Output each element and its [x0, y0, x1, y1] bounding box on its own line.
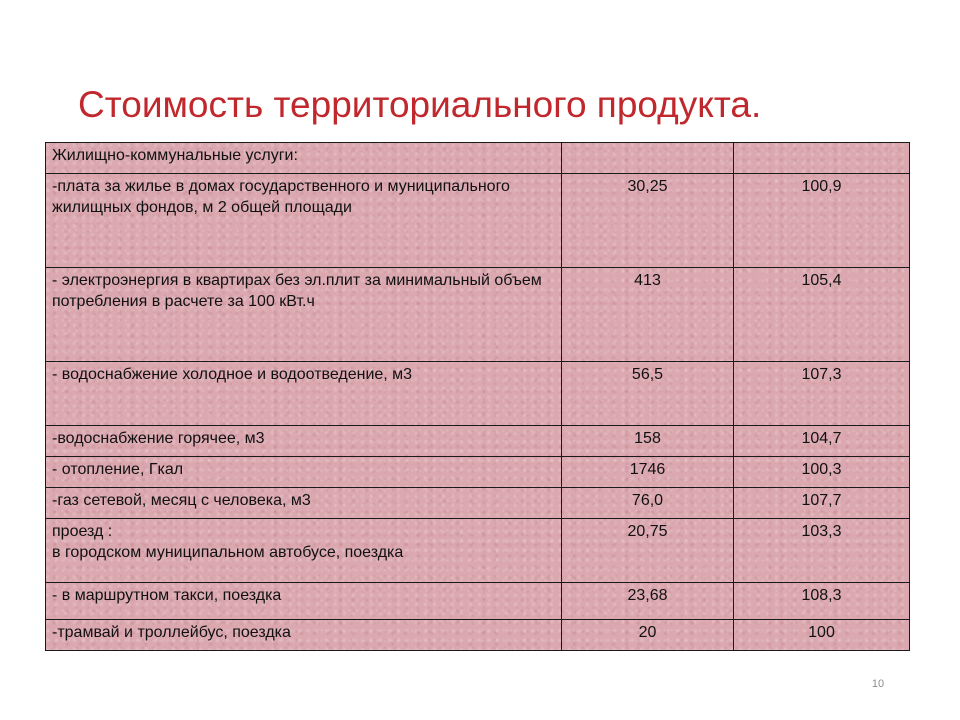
row-index: 105,4 — [734, 268, 910, 362]
row-value: 30,25 — [562, 174, 734, 268]
row-label-line: проезд : — [52, 523, 113, 540]
row-value: 76,0 — [562, 488, 734, 519]
row-index: 100,3 — [734, 457, 910, 488]
row-value: 158 — [562, 426, 734, 457]
row-index: 107,3 — [734, 362, 910, 426]
row-label: -водоснабжение горячее, м3 — [46, 426, 562, 457]
row-label: -газ сетевой, месяц с человека, м3 — [46, 488, 562, 519]
table-row — [46, 143, 910, 174]
row-value: 23,68 — [562, 583, 734, 620]
row-value: 56,5 — [562, 362, 734, 426]
row-label-line: в городском муниципальном автобусе, поездка — [52, 544, 404, 561]
table-row — [46, 457, 910, 488]
row-label: - электроэнергия в квартирах без эл.плит за минимальный объем потребления в расчете за 100 кВт.ч — [46, 268, 562, 362]
page-number: 10 — [871, 678, 885, 690]
table-row — [46, 519, 910, 583]
row-label: Жилищно-коммунальные услуги: — [46, 143, 562, 174]
row-index: 107,7 — [734, 488, 910, 519]
row-value: 20,75 — [562, 519, 734, 583]
row-index: 100,9 — [734, 174, 910, 268]
table-row — [46, 174, 910, 268]
row-index — [734, 143, 910, 174]
row-value: 1746 — [562, 457, 734, 488]
row-label: - в маршрутном такси, поездка — [46, 583, 562, 620]
row-index: 100 — [734, 620, 910, 651]
row-label: - отопление, Гкал — [46, 457, 562, 488]
row-label: -плата за жилье в домах государственного и муниципального жилищных фондов, м 2 общей площади — [46, 174, 562, 268]
row-label: - водоснабжение холодное и водоотведение, м3 — [46, 362, 562, 426]
table-row — [46, 426, 910, 457]
row-label — [46, 519, 562, 583]
row-index: 103,3 — [734, 519, 910, 583]
table-row — [46, 488, 910, 519]
table-row — [46, 268, 910, 362]
table-row — [46, 583, 910, 620]
price-table — [45, 142, 910, 651]
row-index: 108,3 — [734, 583, 910, 620]
table-row — [46, 620, 910, 651]
row-value: 20 — [562, 620, 734, 651]
row-index: 104,7 — [734, 426, 910, 457]
table-row — [46, 362, 910, 426]
row-value: 413 — [562, 268, 734, 362]
page-title: Стоимость территориального продукта. — [78, 84, 762, 125]
row-value — [562, 143, 734, 174]
row-label: -трамвай и троллейбус, поездка — [46, 620, 562, 651]
